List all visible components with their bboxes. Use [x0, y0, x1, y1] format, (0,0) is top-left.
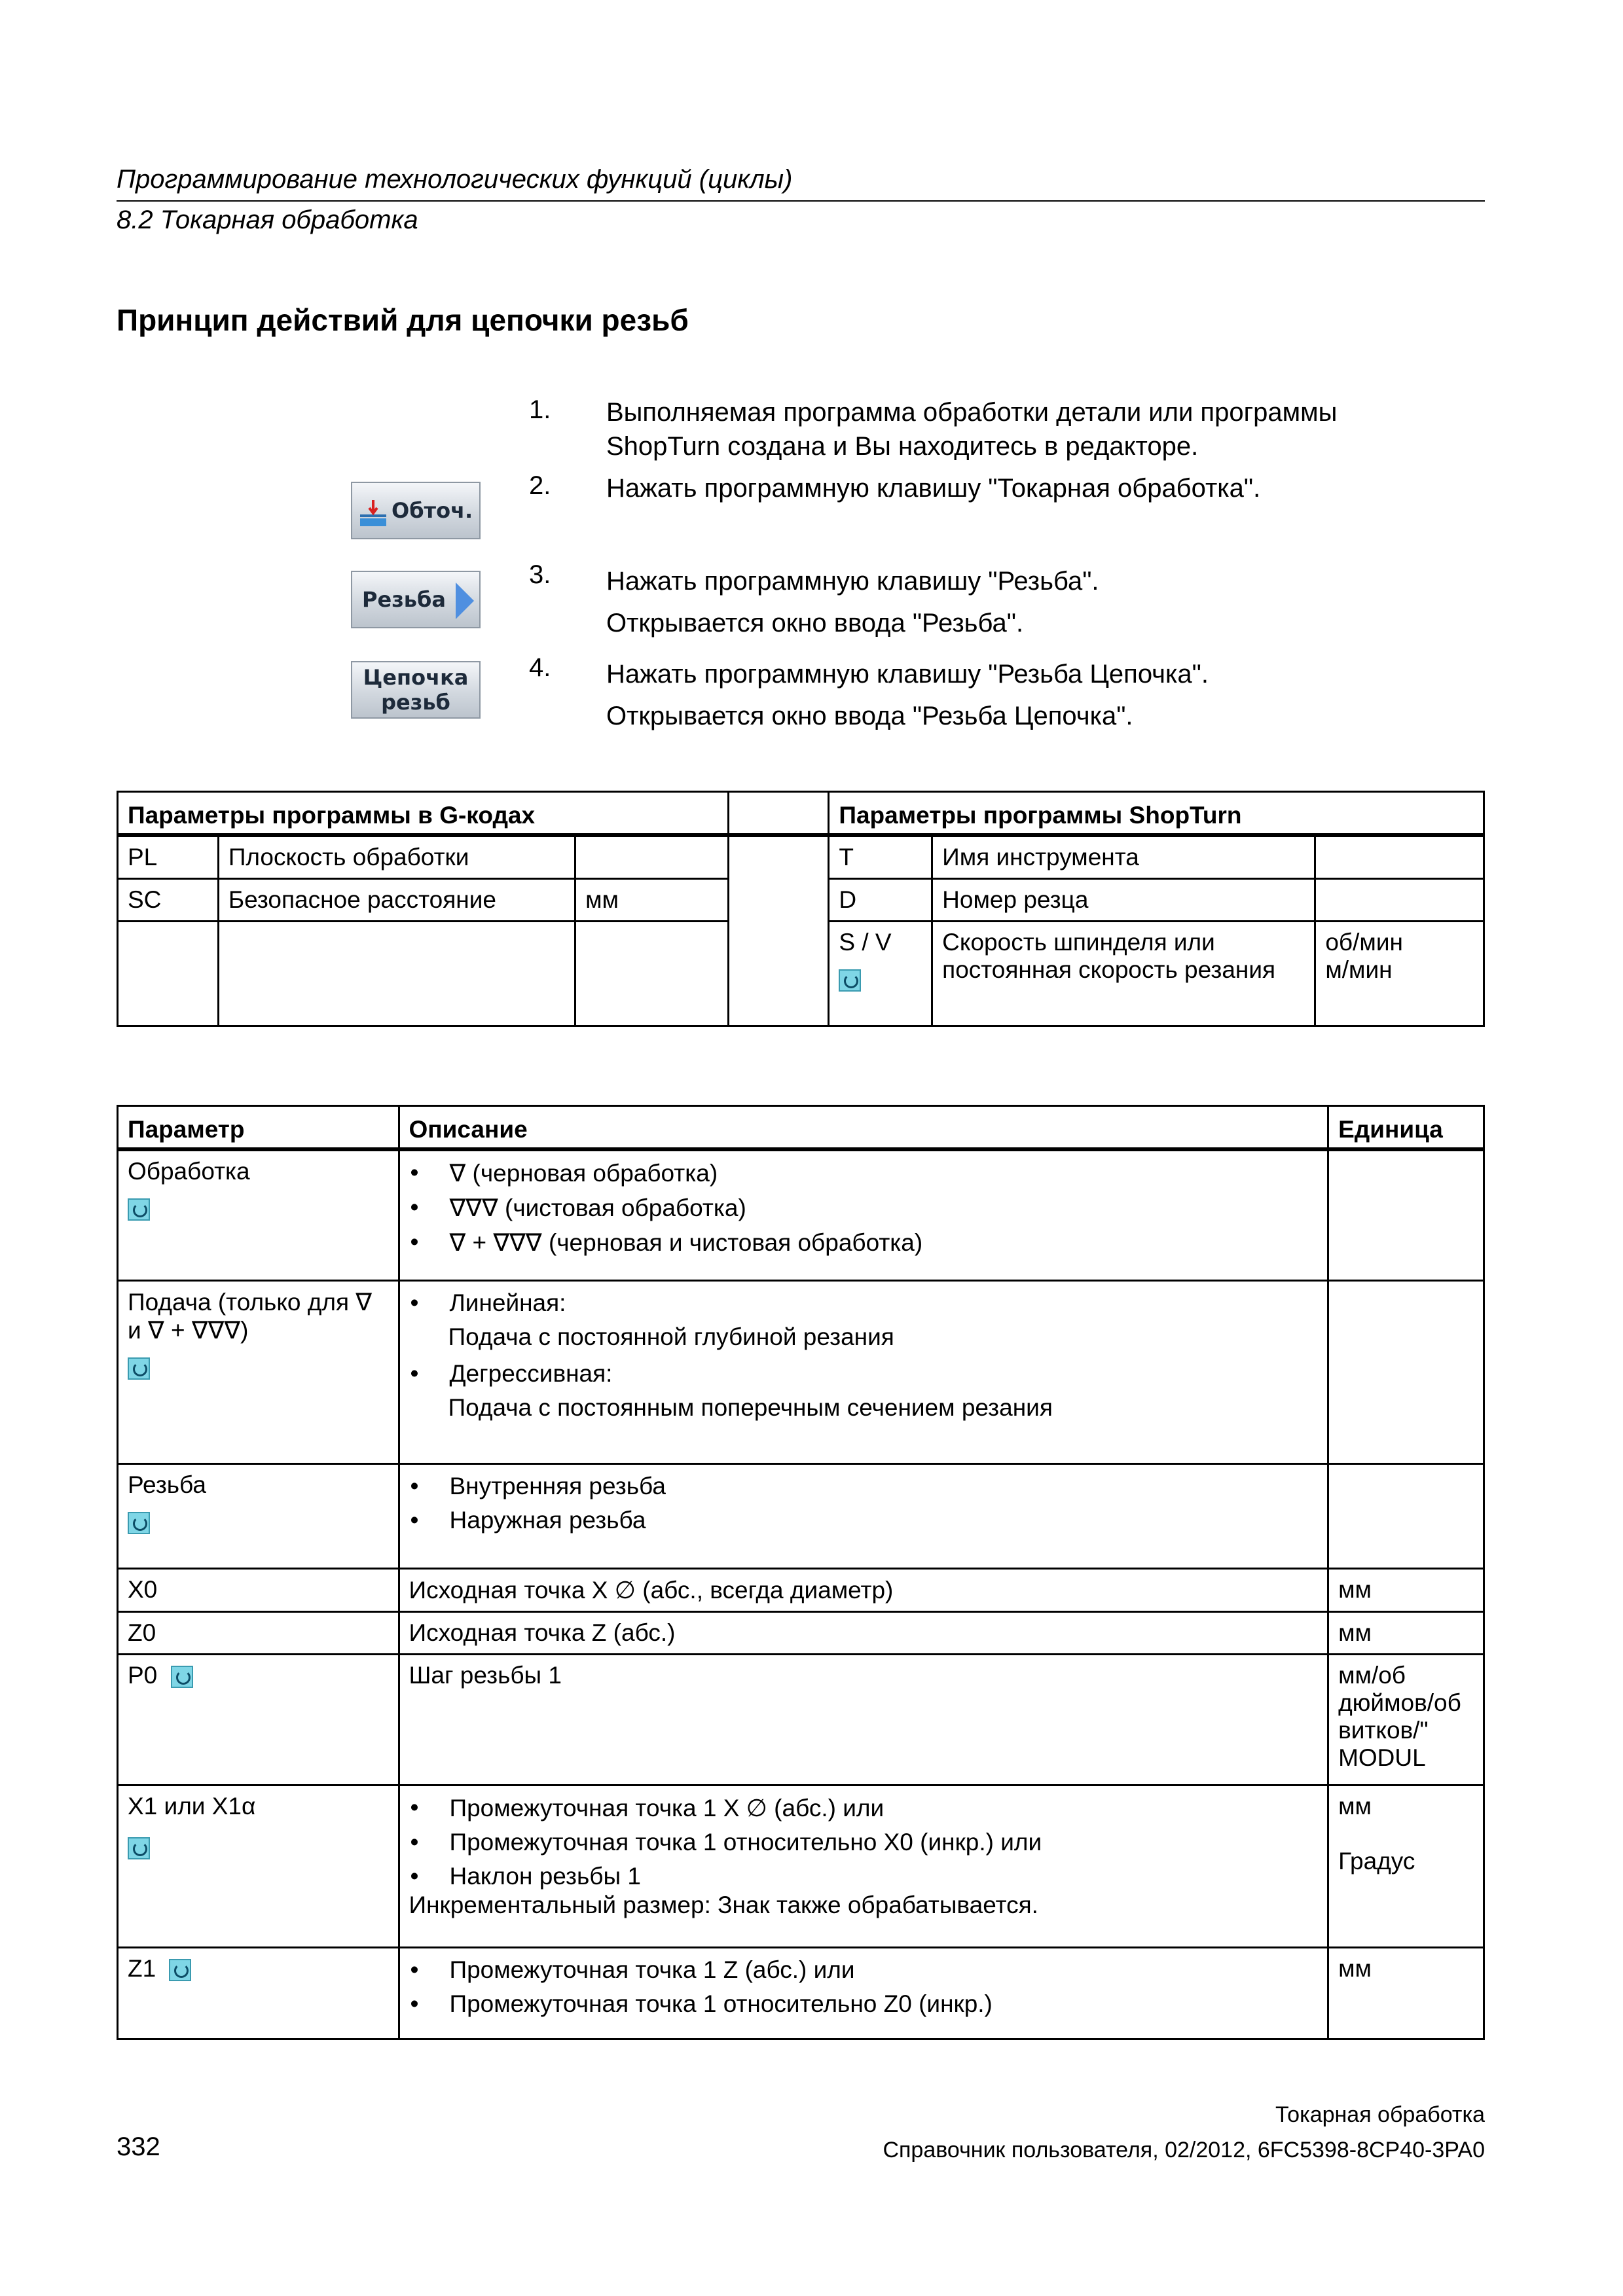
desc-cell [399, 1785, 1328, 1947]
turning-softkey-label: Обточ. [392, 498, 473, 523]
table-row [118, 1785, 1484, 1947]
param-label: Обработка [128, 1158, 250, 1185]
unit-cell [1315, 879, 1484, 922]
unit-cell [1328, 1149, 1484, 1280]
unit-line-1: мм [1338, 1792, 1372, 1820]
desc-cell: Исходная точка Z (абс.) [399, 1611, 1328, 1654]
unit-cell: мм [575, 879, 729, 922]
param-label-2: и ∇ + ∇∇∇) [128, 1316, 249, 1344]
table-row [118, 1568, 1484, 1611]
turning-softkey[interactable] [351, 482, 481, 539]
list-item: • Наклон резьбы 1 [410, 1862, 641, 1890]
step-1-number: 1. [529, 395, 551, 424]
empty-cell [218, 922, 575, 1026]
desc-line-2: постоянная скорость резания [942, 956, 1276, 983]
desc-cell [399, 1280, 1328, 1463]
unit-cell: мм [1328, 1611, 1484, 1654]
param-cell [118, 1280, 399, 1463]
list-subtext: Подача с постоянной глубиной резания [448, 1323, 894, 1350]
parameter-table [117, 1105, 1485, 2040]
empty-cell [575, 922, 729, 1026]
step-4-text [606, 653, 1457, 737]
param-label: Резьба [128, 1471, 206, 1498]
toggle-icon [128, 1357, 150, 1380]
unit-cell [1328, 1654, 1484, 1785]
separator-cell [728, 792, 829, 836]
table-row [118, 1611, 1484, 1654]
list-item: • Линейная: [410, 1289, 566, 1316]
thread-softkey-label: Резьба [362, 587, 446, 612]
unit-line-3: витков/" [1338, 1716, 1429, 1744]
list-item: • Наружная резьба [410, 1506, 646, 1534]
param-cell: D [829, 879, 932, 922]
toggle-icon [128, 1837, 150, 1859]
list-item: • Промежуточная точка 1 Z (абс.) или [410, 1956, 855, 1983]
param-cell: Z0 [118, 1611, 399, 1654]
thread-softkey[interactable] [351, 571, 481, 628]
param-cell [118, 1463, 399, 1568]
unit-cell [1328, 1463, 1484, 1568]
step-3-number: 3. [529, 560, 551, 589]
note-text: Инкрементальный размер: Знак также обрабатывается. [409, 1891, 1038, 1918]
header-rule [117, 200, 1485, 202]
page-number: 332 [117, 2132, 160, 2161]
param-cell: SC [118, 879, 219, 922]
step-1-line-2: ShopTurn создана и Вы находитесь в редакторе. [606, 432, 1199, 461]
table-header-row [118, 1106, 1484, 1150]
param-cell: X0 [118, 1568, 399, 1611]
desc-cell: Плоскость обработки [218, 835, 575, 879]
thread-chain-softkey[interactable] [351, 661, 481, 719]
table-row [118, 1947, 1484, 2039]
desc-cell [399, 1149, 1328, 1280]
desc-cell: Номер резца [932, 879, 1315, 922]
table-header-row [118, 792, 1484, 836]
step-3-line-1: Нажать программную клавишу "Резьба". [606, 567, 1099, 596]
param-cell: T [829, 835, 932, 879]
thread-chain-softkey-line-1: Цепочка [363, 665, 469, 690]
list-item: • ∇ + ∇∇∇ (черновая и чистовая обработка) [410, 1229, 923, 1256]
param-cell [118, 1149, 399, 1280]
unit-line-1: об/мин [1325, 929, 1403, 956]
unit-cell: мм [1328, 1947, 1484, 2039]
unit-cell [1328, 1280, 1484, 1463]
list-item: • ∇ (черновая обработка) [410, 1159, 718, 1187]
turning-tool-icon [359, 499, 388, 529]
desc-cell [399, 1947, 1328, 2039]
param-cell [829, 922, 932, 1026]
param-label-1: Подача (только для ∇ [128, 1288, 373, 1316]
separator-cell [728, 835, 829, 1026]
list-item: • ∇∇∇ (чистовая обработка) [410, 1194, 746, 1221]
table-row [118, 1280, 1484, 1463]
step-2-line-1: Нажать программную клавишу "Токарная обработка". [606, 474, 1261, 503]
desc-cell [932, 922, 1315, 1026]
param-cell [118, 1947, 399, 2039]
table-row [118, 835, 1484, 879]
unit-cell [575, 835, 729, 879]
shopturn-params-header: Параметры программы ShopTurn [829, 792, 1484, 836]
desc-cell: Шаг резьбы 1 [399, 1654, 1328, 1785]
unit-line-2: дюймов/об [1338, 1689, 1461, 1716]
gcode-params-header: Параметры программы в G-кодах [118, 792, 729, 836]
unit-line-4: MODUL [1338, 1744, 1426, 1771]
thread-chain-softkey-line-2: резьб [381, 690, 450, 715]
step-3-line-2: Открывается окно ввода "Резьба". [606, 609, 1024, 637]
desc-cell: Безопасное расстояние [218, 879, 575, 922]
param-label: P0 [128, 1661, 158, 1689]
desc-cell [399, 1463, 1328, 1568]
step-4-line-1: Нажать программную клавишу "Резьба Цепочка". [606, 660, 1209, 689]
list-item: • Промежуточная точка 1 относительно Z0 (инкр.) [410, 1990, 993, 2017]
chevron-right-icon [456, 583, 474, 619]
unit-line-1: мм/об [1338, 1661, 1406, 1689]
unit-cell [1328, 1785, 1484, 1947]
list-subtext: Подача с постоянным поперечным сечением резания [448, 1393, 1053, 1421]
desc-cell: Исходная точка X ∅ (абс., всегда диаметр) [399, 1568, 1328, 1611]
param-cell [118, 1785, 399, 1947]
footer-section: Токарная обработка [1275, 2102, 1485, 2127]
unit-cell [1315, 922, 1484, 1026]
desc-cell: Имя инструмента [932, 835, 1315, 879]
param-label: X1 или X1α [128, 1792, 256, 1820]
step-1-text [606, 395, 1457, 463]
list-item: • Промежуточная точка 1 относительно X0 (инкр.) или [410, 1828, 1042, 1856]
toggle-icon [171, 1666, 193, 1688]
list-item: • Внутренняя резьба [410, 1472, 666, 1499]
unit-cell [1315, 835, 1484, 879]
list-item: • Промежуточная точка 1 X ∅ (абс.) или [410, 1793, 884, 1821]
toggle-icon [169, 1959, 191, 1981]
program-parameters-table [117, 791, 1485, 1027]
page-title: Принцип действий для цепочки резьб [117, 303, 689, 337]
toggle-icon [128, 1512, 150, 1534]
unit-header: Единица [1328, 1106, 1484, 1150]
table-row [118, 1654, 1484, 1785]
step-4-number: 4. [529, 653, 551, 682]
table-row [118, 1149, 1484, 1280]
param-label: Z1 [128, 1954, 156, 1982]
unit-line-2: м/мин [1325, 956, 1393, 983]
table-row [118, 1463, 1484, 1568]
step-4-line-2: Открывается окно ввода "Резьба Цепочка". [606, 702, 1133, 730]
step-3-text [606, 560, 1457, 644]
step-2-number: 2. [529, 471, 551, 500]
param-cell [118, 1654, 399, 1785]
step-1-line-1: Выполняемая программа обработки детали или программы [606, 398, 1338, 427]
step-2-text [606, 471, 1457, 505]
unit-line-2: Градус [1338, 1847, 1415, 1874]
toggle-icon [839, 969, 861, 992]
unit-cell: мм [1328, 1568, 1484, 1611]
footer-manual: Справочник пользователя, 02/2012, 6FC5398-8CP40-3PA0 [883, 2138, 1485, 2162]
desc-line-1: Скорость шпинделя или [942, 929, 1215, 956]
header-chapter: Программирование технологических функций (циклы) [117, 165, 793, 194]
empty-cell [118, 922, 219, 1026]
header-section: 8.2 Токарная обработка [117, 206, 418, 234]
desc-header: Описание [399, 1106, 1328, 1150]
param-cell: PL [118, 835, 219, 879]
param-label: S / V [839, 929, 892, 956]
param-header: Параметр [118, 1106, 399, 1150]
list-item: • Дегрессивная: [410, 1359, 613, 1387]
toggle-icon [128, 1198, 150, 1221]
